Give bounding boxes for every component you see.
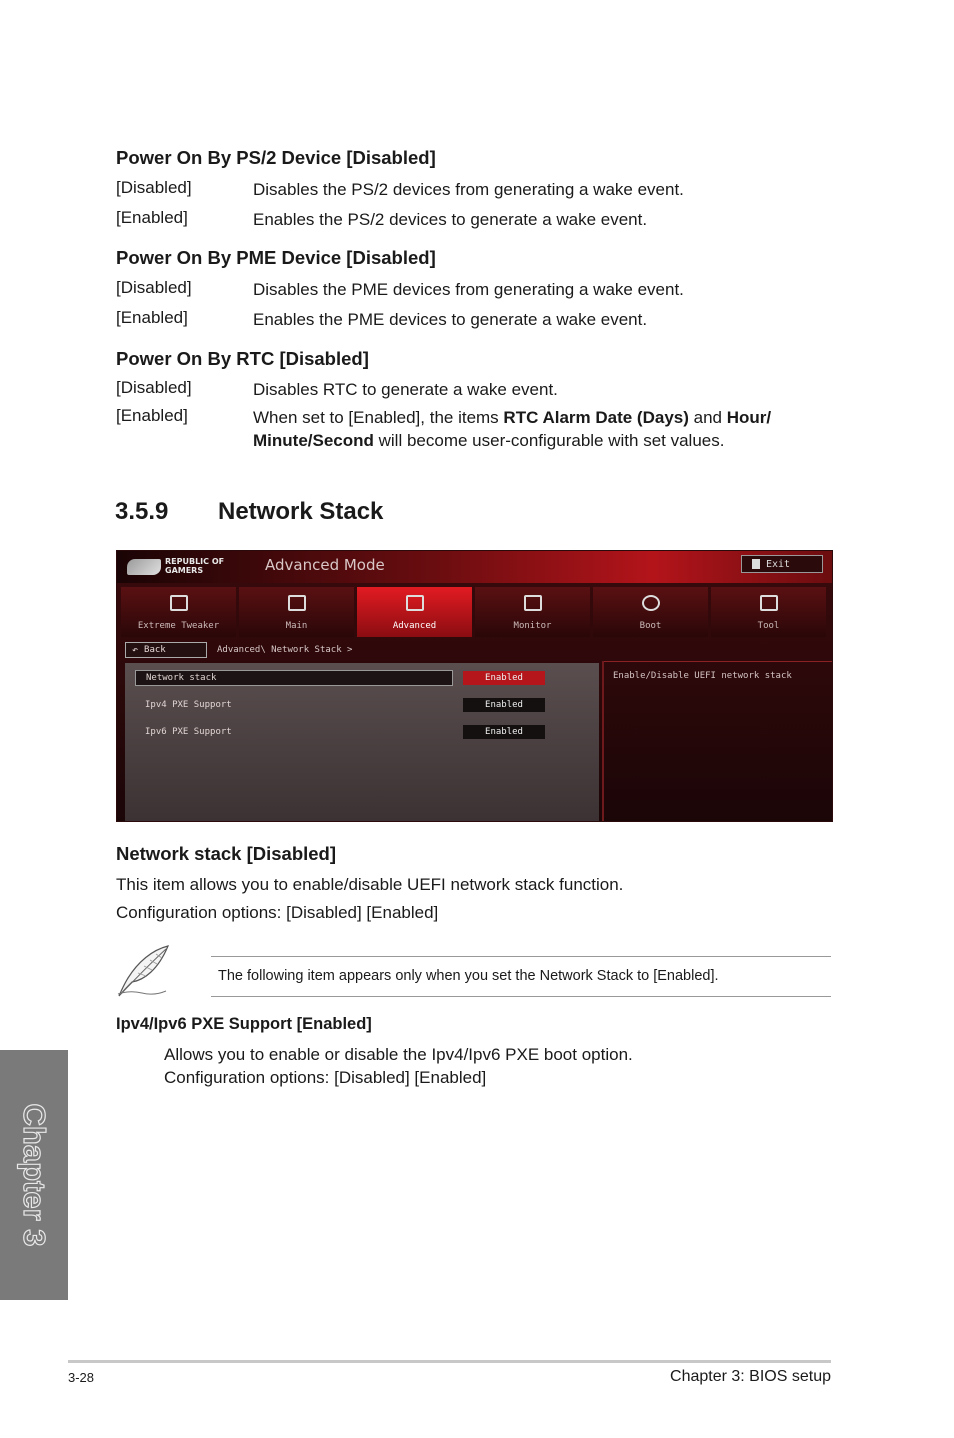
tab-label: Extreme Tweaker <box>137 621 220 631</box>
back-arrow-icon: ↶ <box>132 644 139 656</box>
setting-label: Ipv4 PXE Support <box>145 700 232 710</box>
setting-value: Enabled <box>485 700 523 710</box>
chapter-side-tab <box>0 1050 68 1300</box>
option-desc: Disables RTC to generate a wake event. <box>253 380 558 399</box>
setting-label: Ipv6 PXE Support <box>145 727 232 737</box>
brand-line-1: REPUBLIC OF <box>165 557 225 566</box>
section-title <box>115 498 383 526</box>
ps2-heading: Power On By PS/2 Device [Disabled] <box>116 147 436 168</box>
option-desc: Disables the PS/2 devices from generating a wake event. <box>253 180 684 199</box>
exit-label: Exit <box>766 558 791 570</box>
tab-boot[interactable] <box>593 587 708 637</box>
option-key: [Enabled] <box>116 406 188 425</box>
tab-label: Advanced <box>392 621 437 631</box>
settings-panel <box>125 663 599 821</box>
back-button[interactable] <box>125 642 207 658</box>
note-bottom-rule <box>211 996 831 997</box>
bios-screenshot <box>116 550 833 822</box>
setting-value-ipv4-pxe[interactable] <box>463 698 545 712</box>
option-desc: Disables the PME devices from generating a wake event. <box>253 280 684 299</box>
feather-pen-icon <box>116 944 172 998</box>
setting-value: Enabled <box>485 727 523 737</box>
bios-tab-bar <box>121 587 829 637</box>
network-stack-heading: Network stack [Disabled] <box>116 843 337 864</box>
power-icon <box>642 595 660 611</box>
section-name: Network Stack <box>218 498 384 525</box>
pxe-desc: Allows you to enable or disable the Ipv4/Ipv6 PXE boot option. <box>164 1045 633 1064</box>
monitor-icon <box>524 595 542 611</box>
breadcrumb: Advanced\ Network Stack > <box>217 645 353 655</box>
tool-icon <box>760 595 778 611</box>
brand-line-2: GAMERS <box>165 566 204 575</box>
note-top-rule <box>211 956 831 957</box>
list-icon <box>288 595 306 611</box>
page-number: 3-28 <box>68 1370 95 1385</box>
breadcrumb-bar <box>125 642 365 658</box>
tab-extreme-tweaker[interactable] <box>121 587 236 637</box>
rtc-row-enabled <box>116 406 813 452</box>
option-key: [Disabled] <box>116 278 192 297</box>
pme-heading: Power On By PME Device [Disabled] <box>116 247 436 268</box>
exit-door-icon <box>752 559 760 569</box>
pxe-heading: Ipv4/Ipv6 PXE Support [Enabled] <box>116 1015 372 1033</box>
option-key: [Disabled] <box>116 178 192 197</box>
setting-value-network-stack[interactable] <box>463 671 545 685</box>
footer-chapter-title: Chapter 3: BIOS setup <box>670 1368 831 1385</box>
option-key: [Enabled] <box>116 208 188 227</box>
desc-text: and <box>688 408 727 427</box>
option-desc: Enables the PS/2 devices to generate a wake event. <box>253 210 648 229</box>
tab-label: Monitor <box>513 621 552 631</box>
pme-row-enabled <box>116 308 813 331</box>
back-label: Back <box>144 645 166 655</box>
ps2-row-enabled <box>116 208 813 231</box>
pxe-options: Configuration options: [Disabled] [Enabled] <box>164 1068 487 1087</box>
chapter-label: Chapter 3 <box>17 1103 52 1247</box>
setting-value: Enabled <box>485 673 523 683</box>
desc-bold-rtc-date: RTC Alarm Date (Days) <box>503 408 689 427</box>
ps2-row-disabled <box>116 178 813 201</box>
rog-eye-icon <box>127 559 161 575</box>
option-desc <box>253 406 813 452</box>
pme-row-disabled <box>116 278 813 301</box>
option-key: [Disabled] <box>116 378 192 397</box>
tab-label: Boot <box>639 621 662 631</box>
desc-text: When set to [Enabled], the items <box>253 408 504 427</box>
desc-bold-hour-min-sec: Hour/ Minute/Second <box>253 408 772 450</box>
option-key: [Enabled] <box>116 308 188 327</box>
panel-divider <box>602 661 604 821</box>
setting-label: Network stack <box>146 673 217 683</box>
network-stack-desc: This item allows you to enable/disable UEFI network stack function. <box>116 875 624 894</box>
section-number: 3.5.9 <box>115 498 169 525</box>
tab-label: Tool <box>757 621 780 631</box>
tab-tool[interactable] <box>711 587 826 637</box>
setting-value-ipv6-pxe[interactable] <box>463 725 545 739</box>
tweaker-icon <box>170 595 188 611</box>
option-desc: Enables the PME devices to generate a wake event. <box>253 310 648 329</box>
note-text: The following item appears only when you set the Network Stack to [Enabled]. <box>218 968 719 984</box>
setting-network-stack[interactable] <box>135 670 453 686</box>
setting-ipv4-pxe[interactable] <box>135 697 453 713</box>
rog-logo <box>127 555 237 579</box>
bios-mode-title: Advanced Mode <box>265 556 385 574</box>
tab-label: Main <box>285 621 308 631</box>
exit-button[interactable] <box>741 555 823 573</box>
footer-rule <box>68 1360 831 1363</box>
advanced-icon <box>406 595 424 611</box>
rtc-row-disabled <box>116 378 813 401</box>
rtc-heading: Power On By RTC [Disabled] <box>116 348 369 369</box>
tab-advanced[interactable] <box>357 587 472 637</box>
help-text: Enable/Disable UEFI network stack <box>613 671 792 681</box>
tab-main[interactable] <box>239 587 354 637</box>
network-stack-options: Configuration options: [Disabled] [Enabled] <box>116 903 439 922</box>
setting-ipv6-pxe[interactable] <box>135 724 453 740</box>
help-divider-line <box>604 661 832 662</box>
tab-monitor[interactable] <box>475 587 590 637</box>
desc-text: will become user-configurable with set values. <box>373 431 725 450</box>
